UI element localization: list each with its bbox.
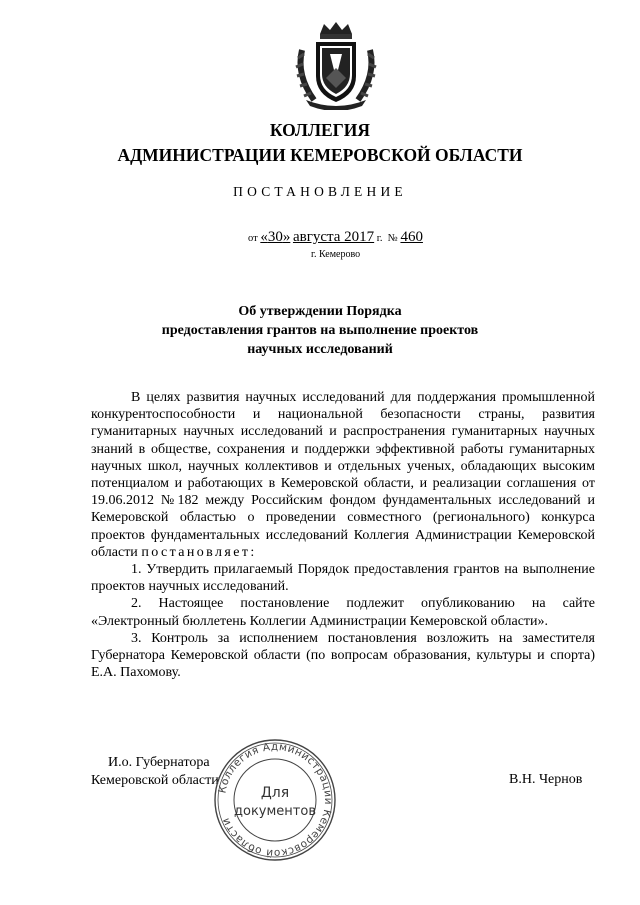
org-name-line2: АДМИНИСТРАЦИИ КЕМЕРОВСКОЙ ОБЛАСТИ xyxy=(117,145,523,165)
item-1: 1. Утвердить прилагаемый Порядок предоставления грантов на выполнение проектов научных исследований. xyxy=(91,562,595,595)
city: г. Кемерово xyxy=(311,249,361,260)
document-type: ПОСТАНОВЛЕНИЕ xyxy=(233,184,407,199)
date-number-line xyxy=(248,229,423,246)
stamp-ring-text: Коллегия Администрации Кемеровской области xyxy=(216,740,335,860)
signatory-position-line1: И.о. Губернатора xyxy=(108,755,210,770)
date-prefix: от xyxy=(248,233,258,244)
document-body xyxy=(91,389,595,681)
stamp-center-line1: Для xyxy=(260,785,290,801)
date-month-year: августа 2017 xyxy=(292,229,375,245)
date-day: 30 xyxy=(267,229,283,245)
official-stamp xyxy=(212,737,338,863)
decree-word: постановляет: xyxy=(141,544,257,560)
date-year-suffix: г. xyxy=(376,233,383,244)
title-line1: Об утверждении Порядка xyxy=(238,304,402,319)
title-line2: предоставления грантов на выполнение проектов xyxy=(161,323,479,338)
item-3: 3. Контроль за исполнением постановления возложить на заместителя Губернатора Кемеровской области (по вопросам образования, культуры и спорта) Е.А. Пахомову. xyxy=(91,630,595,681)
number-sign: № xyxy=(387,233,398,244)
title-line3: научных исследований xyxy=(247,342,393,357)
preamble-text: В целях развития научных исследований для поддержания промышленной конкурентоспособности и национальной безопасности страны, развития гуманитарных научных исследований и распространения гуманитарных научных знаний в обществе, сохранения и поддержки эффективной работы гуманитарных научных школ, научных коллективов и отдельных ученых, обладающих высоким потенциалом и работающих в Кемеровской области, и реализации соглашения от 19.06.2012 №182 между Российским фондом фундаментальных исследований и Кемеровской областью о проведении совместного (регионального) конкурса проектов фундаментальных исследований Коллегия Администрации Кемеровской области xyxy=(91,390,595,560)
document-number: 460 xyxy=(400,229,423,245)
preamble-paragraph xyxy=(91,389,595,561)
date-close-quote: » xyxy=(282,229,291,245)
date-open-quote: « xyxy=(260,229,268,245)
stamp-center-line2: документов xyxy=(234,804,316,819)
signatory-position-line2: Кемеровской области xyxy=(91,772,219,788)
item-2: 2. Настоящее постановление подлежит опубликованию на сайте «Электронный бюллетень Коллегии Администрации Кемеровской области». xyxy=(91,596,595,629)
signatory-name: В.Н. Чернов xyxy=(509,772,583,787)
org-name-line1: КОЛЛЕГИЯ xyxy=(269,120,371,140)
signatory-position xyxy=(91,754,219,789)
coat-of-arms-emblem xyxy=(292,20,380,110)
document-title xyxy=(0,302,640,359)
